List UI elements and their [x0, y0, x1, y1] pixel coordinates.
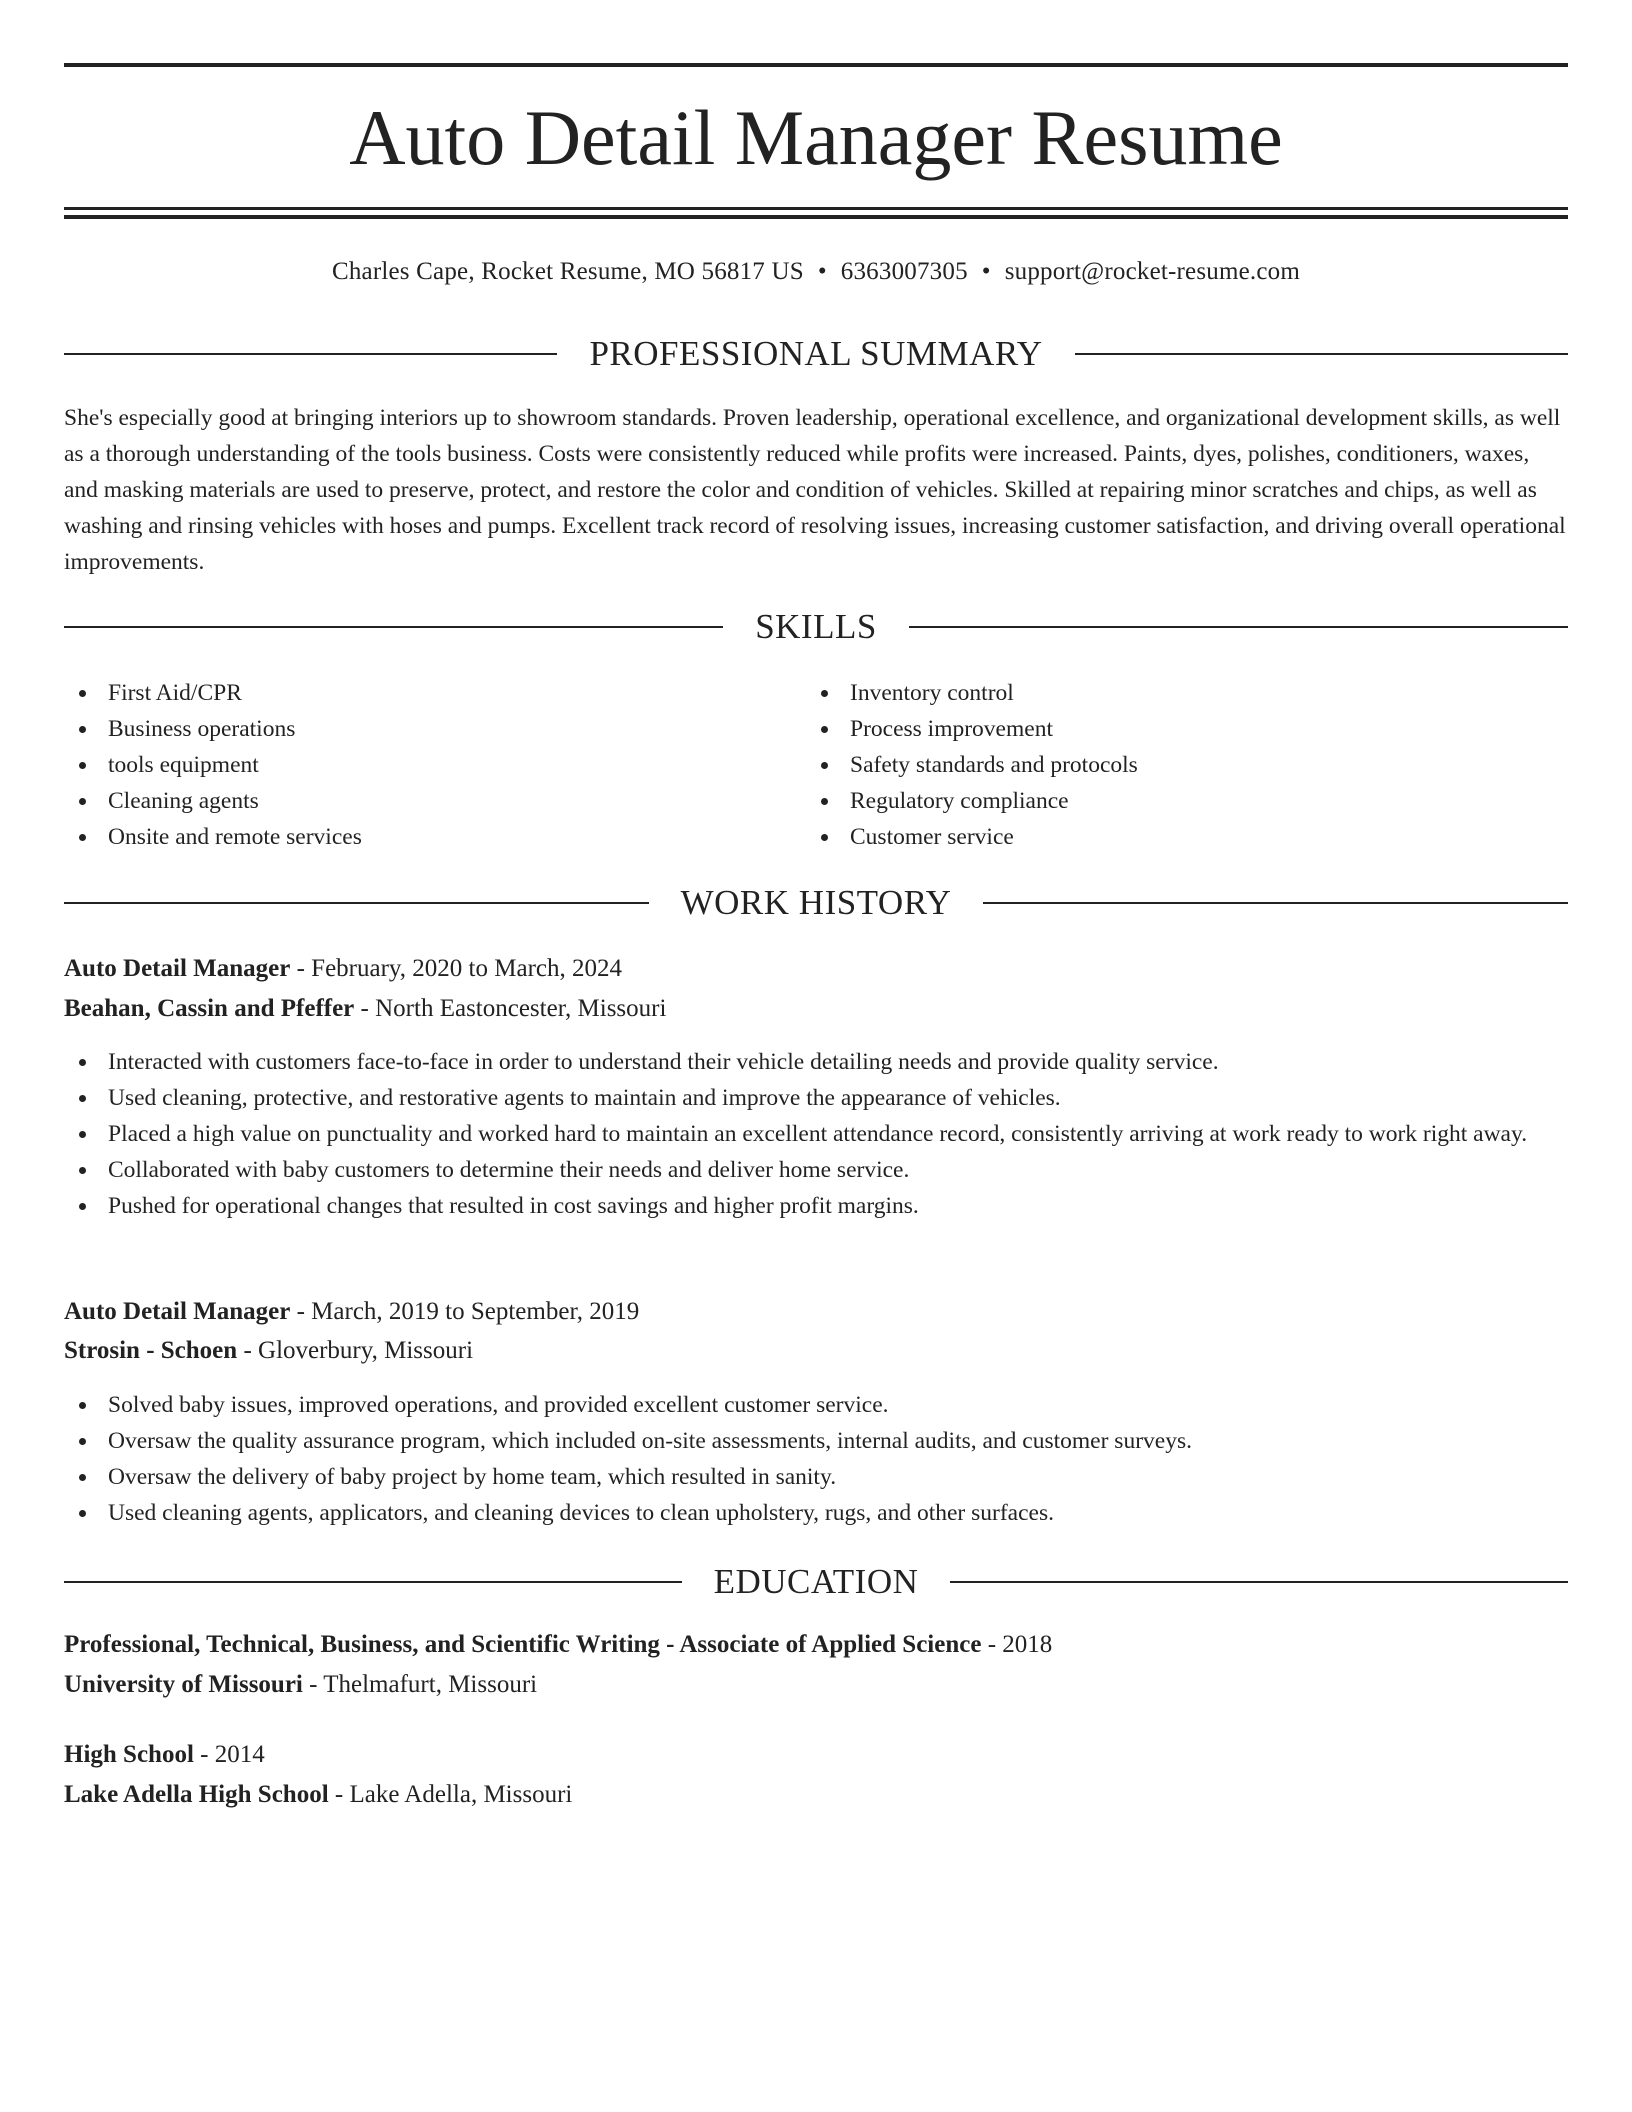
graduation-year: - 2014 [200, 1741, 265, 1768]
section-heading-summary [64, 332, 1568, 376]
job-responsibilities [64, 1044, 1568, 1224]
heading-rule [64, 353, 557, 355]
responsibility-item: Used cleaning agents, applicators, and cleaning devices to clean upholstery, rugs, and other surfaces. [64, 1495, 1568, 1531]
contact-phone: 6363007305 [840, 258, 968, 285]
degree-line [64, 1737, 1568, 1773]
school-name: University of Missouri [64, 1671, 303, 1698]
skill-item: Onsite and remote services [64, 819, 764, 855]
school-location: - Lake Adella, Missouri [334, 1781, 573, 1808]
skill-item: Business operations [64, 711, 764, 747]
job-title: Auto Detail Manager [64, 955, 291, 982]
school-location: - Thelmafurt, Missouri [309, 1671, 538, 1698]
section-title: SKILLS [755, 607, 877, 646]
job-title-line [64, 1294, 1568, 1330]
job-location: - Gloverbury, Missouri [243, 1337, 474, 1364]
responsibility-item: Used cleaning, protective, and restorative agents to maintain and improve the appearance of vehicles. [64, 1080, 1568, 1116]
responsibility-item: Oversaw the delivery of baby project by home team, which resulted in sanity. [64, 1459, 1568, 1495]
skill-item: First Aid/CPR [64, 675, 764, 711]
job-company-line [64, 1333, 1568, 1369]
section-heading-skills [64, 605, 1568, 649]
section-title: PROFESSIONAL SUMMARY [589, 334, 1043, 373]
skill-item: Cleaning agents [64, 783, 764, 819]
contact-email: support@rocket-resume.com [1004, 258, 1301, 285]
job-company: Beahan, Cassin and Pfeffer [64, 995, 355, 1022]
summary-text: She's especially good at bringing interiors up to showroom standards. Proven leadership, operational excellence, and organizational development skills, as well as a thorough understanding of the tools business. Costs were consistently reduced while profits were increased. Paints, dyes, polishes, conditioners, waxes, and masking materials are used to preserve, protect, and restore the color and condition of vehicles. Skilled at repairing minor scratches and chips, as well as washing and rinsing vehicles with hoses and pumps. Excellent track record of resolving issues, increasing customer satisfaction, and driving overall operational improvements. [64, 405, 1566, 575]
school-line [64, 1667, 1568, 1703]
contact-line [64, 254, 1568, 290]
section-title: WORK HISTORY [680, 883, 952, 922]
skill-item: Regulatory compliance [806, 783, 1506, 819]
job-title-line [64, 951, 1568, 987]
job-title: Auto Detail Manager [64, 1298, 291, 1325]
skills-list-right [806, 675, 1506, 855]
degree: High School [64, 1741, 194, 1768]
skill-item: Safety standards and protocols [806, 747, 1506, 783]
school-line [64, 1777, 1568, 1813]
skills-list-left [64, 675, 764, 855]
heading-rule [983, 902, 1568, 904]
job-dates: - March, 2019 to September, 2019 [296, 1298, 640, 1325]
heading-rule [950, 1581, 1568, 1583]
degree: Professional, Technical, Business, and Scientific Writing - Associate of Applied Science [64, 1631, 982, 1658]
skill-item: Inventory control [806, 675, 1506, 711]
contact-separator: • [817, 258, 827, 285]
heading-rule [909, 626, 1568, 628]
heading-rule [1075, 353, 1568, 355]
job-company-line [64, 991, 1568, 1027]
title-double-rule [64, 207, 1568, 220]
responsibility-item: Oversaw the quality assurance program, which included on-site assessments, internal audits, and customer surveys. [64, 1423, 1568, 1459]
section-heading-education [64, 1560, 1568, 1604]
contact-address: Charles Cape, Rocket Resume, MO 56817 US [331, 258, 804, 285]
job-location: - North Eastoncester, Missouri [360, 995, 667, 1022]
section-heading-work [64, 881, 1568, 925]
resume-title: Auto Detail Manager Resume [349, 94, 1283, 181]
responsibility-item: Pushed for operational changes that resulted in cost savings and higher profit margins. [64, 1188, 1568, 1224]
skill-item: tools equipment [64, 747, 764, 783]
top-rule [64, 63, 1568, 67]
responsibility-item: Interacted with customers face-to-face in order to understand their vehicle detailing needs and provide quality service. [64, 1044, 1568, 1080]
responsibility-item: Placed a high value on punctuality and worked hard to maintain an excellent attendance record, consistently arriving at work ready to work right away. [64, 1116, 1568, 1152]
responsibility-item: Collaborated with baby customers to determine their needs and deliver home service. [64, 1152, 1568, 1188]
heading-rule [64, 1581, 682, 1583]
contact-separator: • [981, 258, 991, 285]
school-name: Lake Adella High School [64, 1781, 329, 1808]
job-company: Strosin - Schoen [64, 1337, 238, 1364]
job-responsibilities [64, 1387, 1568, 1531]
job-dates: - February, 2020 to March, 2024 [296, 955, 622, 982]
skill-item: Customer service [806, 819, 1506, 855]
skill-item: Process improvement [806, 711, 1506, 747]
responsibility-item: Solved baby issues, improved operations, and provided excellent customer service. [64, 1387, 1568, 1423]
degree-line [64, 1627, 1568, 1663]
section-title: EDUCATION [713, 1562, 919, 1601]
heading-rule [64, 626, 723, 628]
heading-rule [64, 902, 649, 904]
graduation-year: - 2018 [987, 1631, 1053, 1658]
